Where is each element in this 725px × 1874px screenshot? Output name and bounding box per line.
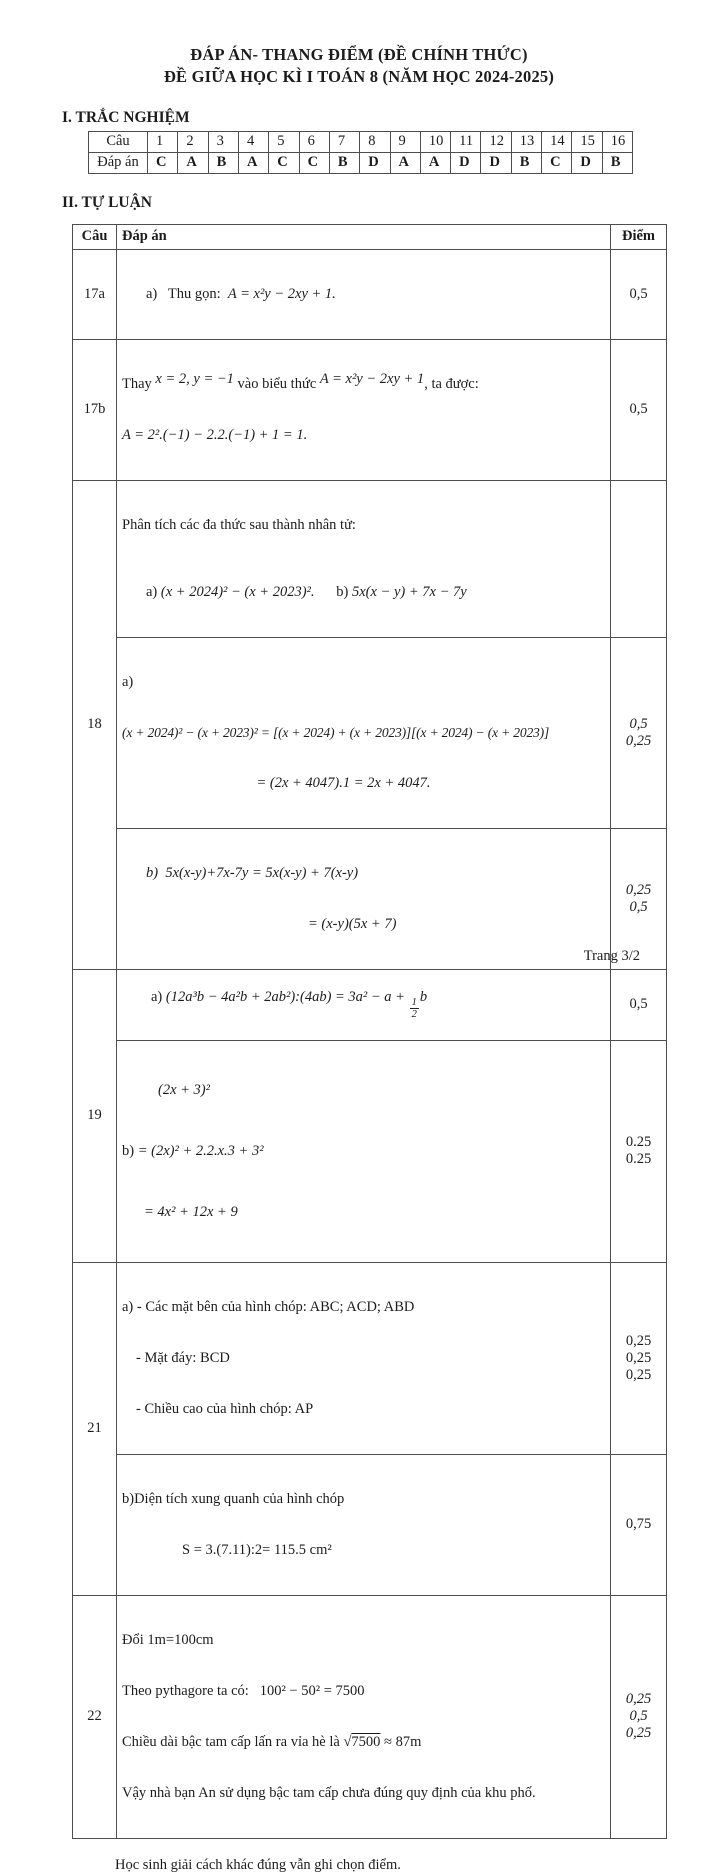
inline-math: b: [419, 988, 428, 1005]
mcq-answer-row: [89, 152, 633, 173]
mcq-answer-table: [88, 131, 633, 174]
score-17b: 0,5: [611, 339, 667, 480]
essay-row-17b: [73, 339, 667, 480]
essay-row-19a: [73, 969, 667, 1040]
answer-line-math: = (2x + 4047).1 = 2x + 4047.: [256, 774, 431, 791]
mcq-answer: C: [542, 152, 572, 173]
mcq-answer: C: [148, 152, 178, 173]
score-17a: 0,5: [611, 249, 667, 339]
score-21b: 0,75: [611, 1454, 667, 1595]
mcq-answer: D: [572, 152, 602, 173]
essay-row-22: [73, 1595, 667, 1838]
answer-line: b) = (2x)² + 2.2.x.3 + 3²: [122, 1142, 264, 1159]
score-22: 0,25 0,5 0,25: [611, 1595, 667, 1838]
mcq-answer: D: [481, 152, 511, 173]
answer-line-math: = 4x² + 12x + 9: [144, 1203, 238, 1220]
answer-22: [117, 1595, 611, 1838]
inline-math: ≈ 87m: [380, 1733, 422, 1750]
answer-line: a) - Các mặt bên của hình chóp: ABC; ACD; ABD: [122, 1298, 415, 1315]
answer-17b: [117, 339, 611, 480]
inline-math: x = 2, y = −1: [155, 370, 234, 387]
answer-line-math: b) 5x(x-y)+7x-7y = 5x(x-y) + 7(x-y): [146, 864, 359, 881]
section-mcq-heading: I. TRẮC NGHIỆM: [62, 108, 190, 126]
grading-note: Học sinh giải cách khác đúng vẫn ghi chọn điểm.: [115, 1856, 401, 1873]
answer-line: b)Diện tích xung quanh của hình chóp: [122, 1490, 345, 1507]
score-18b: 0,25 0,5: [611, 828, 667, 969]
answer-line-math: (2x + 3)²: [158, 1081, 210, 1098]
answer-line: Chiều dài bậc tam cấp lấn ra vỉa hè là √7500 ≈ 87m: [122, 1733, 422, 1750]
inline-math: (x + 2024)² − (x + 2023)².: [160, 583, 315, 600]
question-id: 18: [73, 480, 117, 969]
score-18a: 0,5 0,25: [611, 637, 667, 828]
answer-18a: [117, 637, 611, 828]
question-id: 17b: [73, 339, 117, 480]
mcq-answer: B: [329, 152, 359, 173]
answer-line: S = 3.(7.11):2= 115.5 cm²: [182, 1541, 332, 1558]
answer-line: Đổi 1m=100cm: [122, 1631, 214, 1648]
mcq-answer: B: [602, 152, 632, 173]
mcq-answer: A: [178, 152, 208, 173]
col-header-dapan: Đáp án: [117, 224, 611, 249]
inline-math: 5x(x − y) + 7x − 7y: [351, 583, 467, 600]
answer-line: - Chiều cao của hình chóp: AP: [136, 1400, 314, 1417]
mcq-question-number: 14: [542, 131, 572, 152]
mcq-answer: B: [511, 152, 541, 173]
inline-math: = (2x)² + 2.2.x.3 + 3²: [137, 1142, 264, 1159]
mcq-question-number: 4: [238, 131, 268, 152]
answer-18b: [117, 828, 611, 969]
inline-math: A = x²y − 2xy + 1.: [227, 285, 336, 302]
answer-line-math: (x + 2024)² − (x + 2023)² = [(x + 2024) + (x + 2023)][(x + 2024) − (x + 2023)]: [122, 724, 550, 740]
question-id: 21: [73, 1262, 117, 1595]
essay-row-17a: [73, 249, 667, 339]
col-header-diem: Điểm: [611, 224, 667, 249]
statement-line: Phân tích các đa thức sau thành nhân tử:: [122, 516, 356, 533]
score-19a: 0,5: [611, 969, 667, 1040]
essay-row-19b: [73, 1040, 667, 1262]
section-essay-heading: II. TỰ LUẬN: [62, 193, 153, 211]
answer-19b: [117, 1040, 611, 1262]
mcq-answer: B: [208, 152, 238, 173]
fraction-one-half: $\frac{1}{2}$: [411, 996, 417, 1021]
essay-header-row: [73, 224, 667, 249]
essay-row-18-statement: [73, 480, 667, 637]
statement-parts: a) (x + 2024)² − (x + 2023)². b) 5x(x − y) + 7x − 7y: [146, 583, 467, 600]
answer-line-math: = (x-y)(5x + 7): [308, 915, 397, 932]
mcq-answer: A: [390, 152, 420, 173]
mcq-question-number: 9: [390, 131, 420, 152]
mcq-question-number: 5: [269, 131, 299, 152]
mcq-question-number: 13: [511, 131, 541, 152]
inline-math: A = x²y − 2xy + 1: [319, 370, 425, 387]
answer-17a: [117, 249, 611, 339]
mcq-row-label: Câu: [89, 131, 148, 152]
score-18-statement: [611, 480, 667, 637]
mcq-answer: A: [238, 152, 268, 173]
answer-19a: a) (12a³b − 4a²b + 2ab²):(4ab) = 3a² − a + $\frac{1}{2}$ b: [117, 969, 611, 1040]
answer-line: - Mặt đáy: BCD: [136, 1349, 230, 1366]
answer-21b: [117, 1454, 611, 1595]
question-id: 22: [73, 1595, 117, 1838]
mcq-answer: A: [420, 152, 450, 173]
mcq-answer: D: [451, 152, 481, 173]
mcq-question-number: 15: [572, 131, 602, 152]
answer-line: Vậy nhà bạn An sử dụng bậc tam cấp chưa đúng quy định của khu phố.: [122, 1784, 536, 1801]
page-number: Trang 3/2: [583, 948, 640, 964]
title-line-1: ĐÁP ÁN- THANG ĐIỂM (ĐỀ CHÍNH THỨC): [190, 45, 528, 64]
mcq-question-row: [89, 131, 633, 152]
answer-line: a) Thu gọn: A = x²y − 2xy + 1.: [146, 285, 336, 302]
mcq-question-number: 6: [299, 131, 329, 152]
answer-line: Theo pythagore ta có: 100² − 50² = 7500: [122, 1682, 365, 1699]
score-19b: 0.25 0.25: [611, 1040, 667, 1262]
mcq-question-number: 12: [481, 131, 511, 152]
essay-row-21b: [73, 1454, 667, 1595]
question-id: 17a: [73, 249, 117, 339]
essay-row-21a: [73, 1262, 667, 1454]
inline-math: 100² − 50² = 7500: [259, 1682, 365, 1699]
essay-row-18b: [73, 828, 667, 969]
sqrt-radicand: 7500: [351, 1733, 381, 1750]
question-18-statement: [117, 480, 611, 637]
mcq-question-number: 16: [602, 131, 632, 152]
mcq-question-number: 2: [178, 131, 208, 152]
answer-21a: [117, 1262, 611, 1454]
answer-label: a): [122, 673, 134, 690]
essay-answer-table: [72, 224, 667, 1839]
score-21a: 0,25 0,25 0,25: [611, 1262, 667, 1454]
mcq-question-number: 7: [329, 131, 359, 152]
inline-math: (12a³b − 4a²b + 2ab²):(4ab) = 3a² − a +: [165, 988, 409, 1005]
answer-line: Thay x = 2, y = −1 vào biểu thức A = x²y − 2xy + 1, ta được:: [122, 370, 479, 392]
mcq-answer: C: [299, 152, 329, 173]
essay-row-18a: [73, 637, 667, 828]
mcq-question-number: 8: [360, 131, 390, 152]
title-line-2: ĐỀ GIỮA HỌC KÌ I TOÁN 8 (NĂM HỌC 2024-2025): [163, 67, 555, 87]
mcq-question-number: 10: [420, 131, 450, 152]
sqrt-sign: √: [343, 1733, 352, 1750]
mcq-answer: D: [360, 152, 390, 173]
answer-line-math: A = 2².(−1) − 2.2.(−1) + 1 = 1.: [122, 426, 308, 443]
mcq-question-number: 1: [148, 131, 178, 152]
col-header-cau: Câu: [73, 224, 117, 249]
mcq-row-label: Đáp án: [89, 152, 148, 173]
mcq-question-number: 11: [451, 131, 481, 152]
document-title: [62, 44, 656, 89]
mcq-question-number: 3: [208, 131, 238, 152]
question-id: 19: [73, 969, 117, 1262]
mcq-answer: C: [269, 152, 299, 173]
